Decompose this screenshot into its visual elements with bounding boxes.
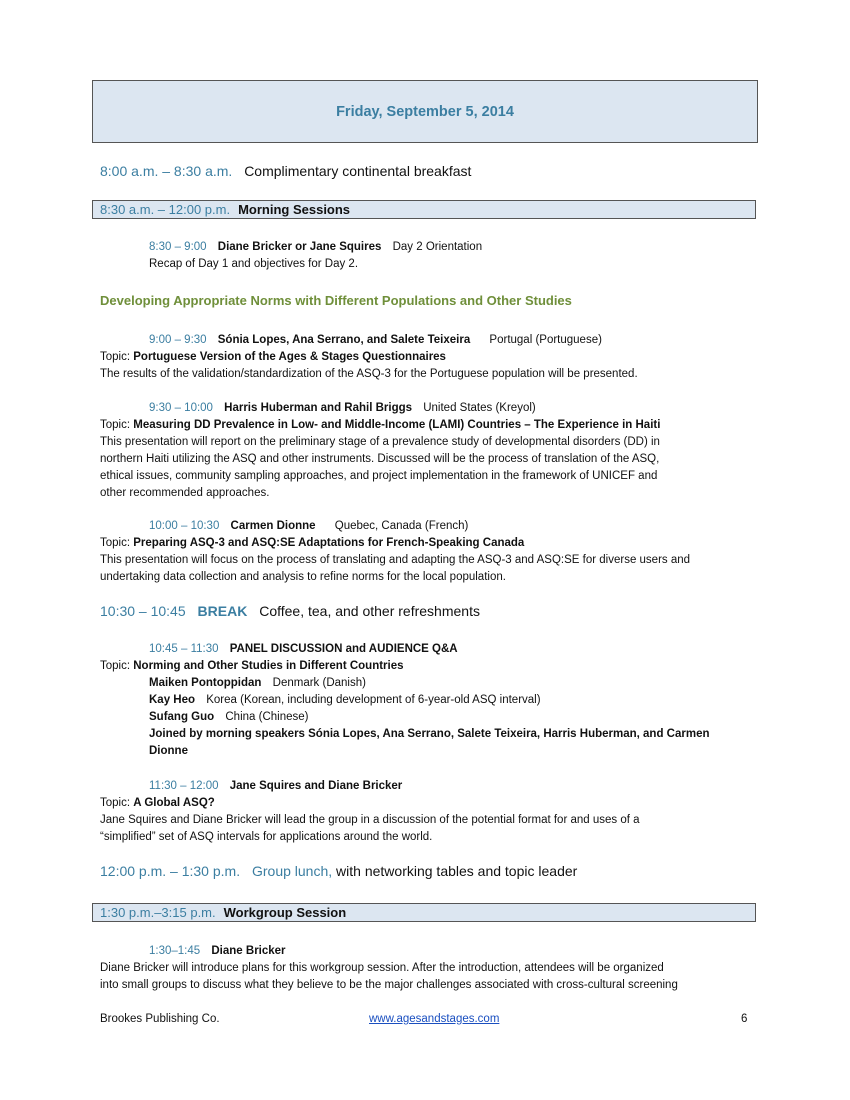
talk2-desc-line: northern Haiti utilizing the ASQ and other instruments. Discussed will be the process of translation of the ASQ, bbox=[100, 453, 660, 465]
footer-website-link[interactable]: www.agesandstages.com bbox=[369, 1013, 500, 1025]
talk4-desc bbox=[100, 812, 750, 846]
talk3-row bbox=[149, 518, 468, 535]
talk1-topic-row bbox=[100, 349, 750, 366]
talk1-time: 9:00 – 9:30 bbox=[149, 334, 207, 346]
talk3-location: Quebec, Canada (French) bbox=[334, 520, 469, 532]
panel-joined-line: Dionne bbox=[149, 745, 188, 757]
orientation-time: 8:30 – 9:00 bbox=[149, 241, 207, 253]
breakfast-text: Complimentary continental breakfast bbox=[244, 163, 472, 179]
page-number: 6 bbox=[741, 1013, 748, 1025]
talk1-location: Portugal (Portuguese) bbox=[489, 334, 602, 346]
page-title: Friday, September 5, 2014 bbox=[336, 103, 514, 120]
talk2-speakers: Harris Huberman and Rahil Briggs bbox=[224, 402, 413, 414]
talk2-topic-label: Topic: bbox=[100, 419, 131, 431]
morning-sessions-bar bbox=[92, 200, 756, 219]
talk2-time: 9:30 – 10:00 bbox=[149, 402, 213, 414]
orientation-row bbox=[149, 239, 482, 256]
talk5-desc-line: Diane Bricker will introduce plans for this workgroup session. After the introduction, attendees will be organized bbox=[100, 962, 664, 974]
breakfast-row bbox=[100, 163, 471, 179]
panel-member bbox=[149, 709, 759, 726]
talk4-time: 11:30 – 12:00 bbox=[149, 780, 219, 792]
talk3-topic-row bbox=[100, 535, 750, 552]
lunch-label: Group lunch, bbox=[251, 863, 333, 879]
talk3-desc-line: undertaking data collection and analysis to refine norms for the local population. bbox=[100, 571, 506, 583]
talk5-row bbox=[149, 943, 286, 960]
break-time: 10:30 – 10:45 bbox=[100, 603, 186, 619]
talk5-desc bbox=[100, 960, 750, 994]
break-text: Coffee, tea, and other refreshments bbox=[259, 603, 480, 619]
talk2-topic-row bbox=[100, 417, 750, 434]
talk4-desc-line: Jane Squires and Diane Bricker will lead the group in a discussion of the potential format for and uses of a bbox=[100, 814, 640, 826]
panel-member-name: Sufang Guo bbox=[149, 711, 215, 723]
panel-members bbox=[149, 675, 759, 760]
panel-member-info: Denmark (Danish) bbox=[272, 677, 366, 689]
talk4-row bbox=[149, 778, 402, 795]
talk3-topic: Preparing ASQ-3 and ASQ:SE Adaptations for French-Speaking Canada bbox=[133, 537, 525, 549]
talk1-topic: Portuguese Version of the Ages & Stages Questionnaires bbox=[133, 351, 446, 363]
orientation-speakers: Diane Bricker or Jane Squires bbox=[217, 241, 382, 253]
workgroup-title: Workgroup Session bbox=[223, 905, 347, 920]
talk2-desc-line: This presentation will report on the preliminary stage of a prevalence study of developmental disorders (DD) in bbox=[100, 436, 660, 448]
panel-member-name: Kay Heo bbox=[149, 694, 196, 706]
panel-joined-line: Joined by morning speakers Sónia Lopes, Ana Serrano, Salete Teixeira, Harris Huberman, and Carmen bbox=[149, 728, 710, 740]
orientation-desc: Recap of Day 1 and objectives for Day 2. bbox=[149, 258, 359, 270]
date-header-box bbox=[92, 80, 758, 143]
talk5-speakers: Diane Bricker bbox=[211, 945, 286, 957]
panel-member-name: Maiken Pontoppidan bbox=[149, 677, 262, 689]
talk1-topic-label: Topic: bbox=[100, 351, 131, 363]
panel-topic-label: Topic: bbox=[100, 660, 131, 672]
talk2-desc-line: other recommended approaches. bbox=[100, 487, 270, 499]
workgroup-session-bar bbox=[92, 903, 756, 922]
talk4-speakers: Jane Squires and Diane Bricker bbox=[229, 780, 403, 792]
lunch-time: 12:00 p.m. – 1:30 p.m. bbox=[100, 863, 241, 879]
breakfast-time: 8:00 a.m. – 8:30 a.m. bbox=[100, 163, 233, 179]
talk2-location: United States (Kreyol) bbox=[423, 402, 536, 414]
panel-title: PANEL DISCUSSION and AUDIENCE Q&A bbox=[229, 643, 458, 655]
talk2-topic: Measuring DD Prevalence in Low- and Middle-Income (LAMI) Countries – The Experience in Haiti bbox=[133, 419, 661, 431]
talk2-desc-line: ethical issues, community sampling approaches, and project implementation in the framework of UNICEF and bbox=[100, 470, 658, 482]
talk3-desc-line: This presentation will focus on the process of translating and adapting the ASQ-3 and ASQ:SE for diverse users and bbox=[100, 554, 691, 566]
talk4-topic: A Global ASQ? bbox=[133, 797, 215, 809]
talk3-time: 10:00 – 10:30 bbox=[149, 520, 220, 532]
talk1-desc: The results of the validation/standardization of the ASQ-3 for the Portuguese population will be presented. bbox=[100, 368, 638, 380]
panel-row bbox=[149, 641, 458, 658]
workgroup-time: 1:30 p.m.–3:15 p.m. bbox=[100, 905, 216, 920]
morning-time: 8:30 a.m. – 12:00 p.m. bbox=[100, 202, 231, 217]
talk2-desc bbox=[100, 434, 750, 502]
panel-topic: Norming and Other Studies in Different Countries bbox=[133, 660, 404, 672]
panel-member-info: Korea (Korean, including development of 6-year-old ASQ interval) bbox=[206, 694, 541, 706]
talk3-desc bbox=[100, 552, 750, 586]
talk4-topic-row bbox=[100, 795, 750, 812]
lunch-text: with networking tables and topic leader bbox=[336, 863, 578, 879]
section-heading: Developing Appropriate Norms with Different Populations and Other Studies bbox=[100, 293, 572, 308]
talk2-row bbox=[149, 400, 536, 417]
talk3-speakers: Carmen Dionne bbox=[230, 520, 316, 532]
break-label: BREAK bbox=[197, 603, 248, 619]
talk4-desc-line: “simplified” set of ASQ intervals for applications around the world. bbox=[100, 831, 433, 843]
talk5-time: 1:30–1:45 bbox=[149, 945, 201, 957]
morning-title: Morning Sessions bbox=[238, 202, 351, 217]
talk3-topic-label: Topic: bbox=[100, 537, 131, 549]
footer-publisher: Brookes Publishing Co. bbox=[100, 1013, 220, 1025]
talk5-desc-line: into small groups to discuss what they believe to be the major challenges associated with cross-cultural screening bbox=[100, 979, 678, 991]
lunch-row bbox=[100, 863, 577, 879]
panel-time: 10:45 – 11:30 bbox=[149, 643, 219, 655]
panel-topic-row bbox=[100, 658, 750, 675]
panel-member-info: China (Chinese) bbox=[225, 711, 309, 723]
panel-member bbox=[149, 692, 759, 709]
orientation-title: Day 2 Orientation bbox=[392, 241, 483, 253]
talk4-topic-label: Topic: bbox=[100, 797, 131, 809]
talk1-row bbox=[149, 332, 602, 349]
break-row bbox=[100, 603, 480, 619]
talk1-speakers: Sónia Lopes, Ana Serrano, and Salete Teixeira bbox=[217, 334, 471, 346]
panel-member bbox=[149, 675, 759, 692]
